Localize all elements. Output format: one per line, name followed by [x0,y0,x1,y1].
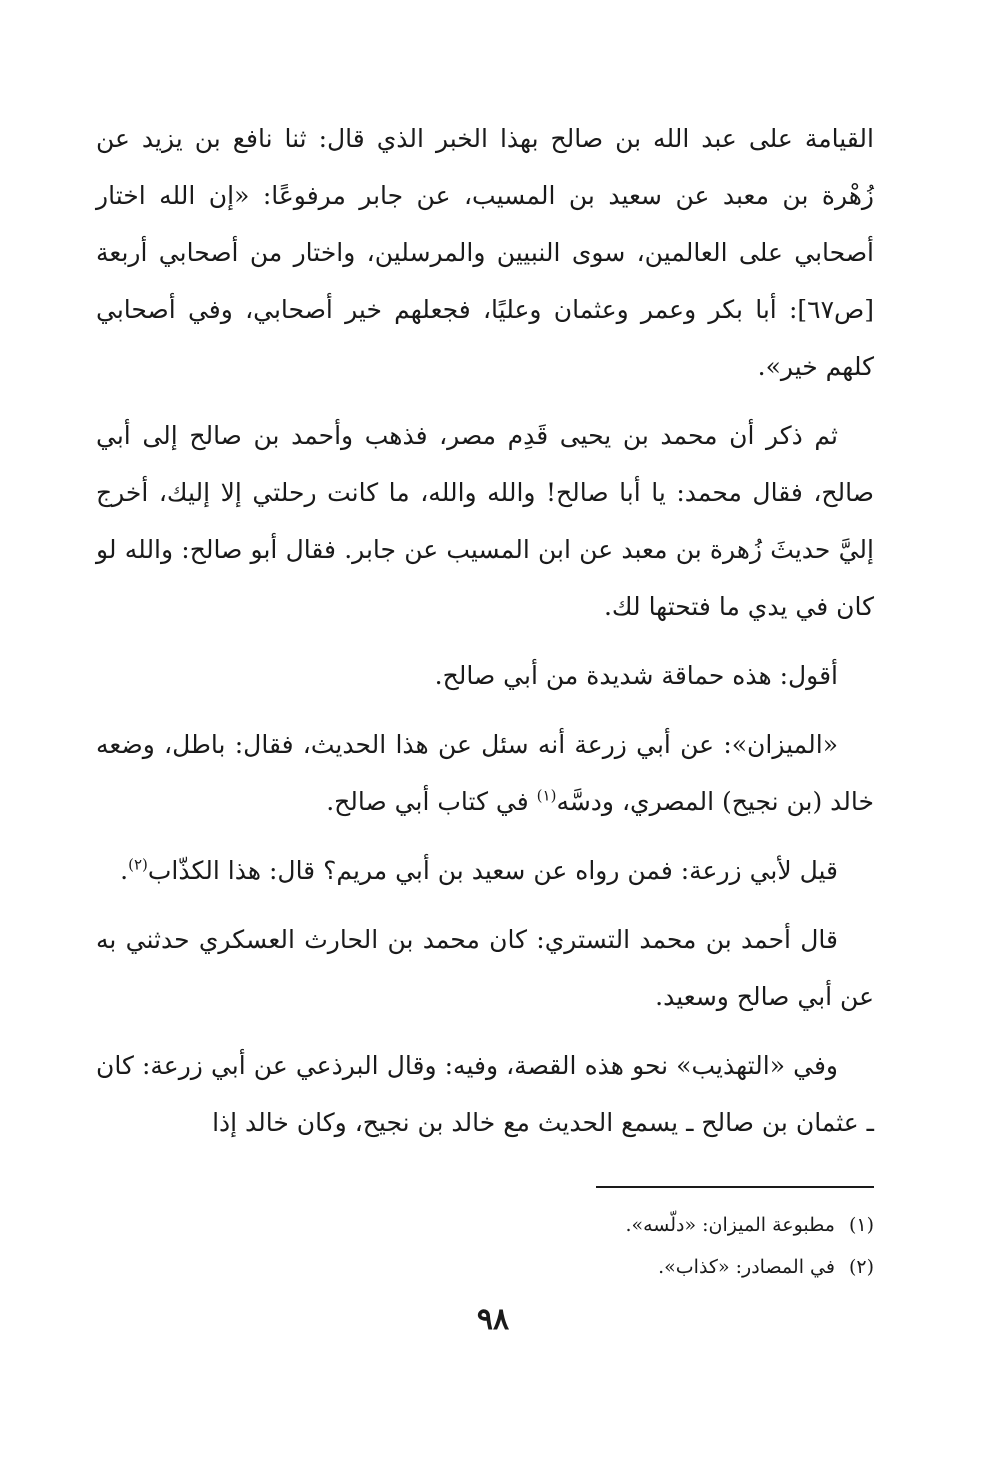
paragraph-1: القيامة على عبد الله بن صالح بهذا الخبر الذي قال: ثنا نافع بن يزيد عن زُهْرة بن معبد عن سعيد بن المسيب، عن جابر مرفوعًا: «إن الله اختار أصحابي على العالمين، سوى النبيين والمرسلين، واختار من أصحابي أربعة [ص٦٧]: أبا بكر وعمر وعثمان وعليًا، فجعلهم خير أصحابي، وفي أصحابي كلهم خير». [96,124,874,381]
footnote-ref-1: (١) [536,786,557,805]
footnote-text: مطبوعة الميزان: «دلّسه». [625,1214,835,1236]
footnote-1 [96,1204,874,1246]
page-number: ٩٨ [476,1302,510,1337]
footnote-number: (٢) [848,1256,874,1278]
paragraph-5-text-end: . [120,856,129,885]
paragraph-3: أقول: هذه حماقة شديدة من أبي صالح. [434,661,838,690]
paragraph-7: وفي «التهذيب» نحو هذه القصة، وفيه: وقال البرذعي عن أبي زرعة: كان ـ عثمان بن صالح ـ يسمع الحديث مع خالد بن نجيح، وكان خالد إذا [96,1051,874,1137]
footnote-divider [596,1186,874,1188]
paragraph-2: ثم ذكر أن محمد بن يحيى قَدِم مصر، فذهب وأحمد بن صالح إلى أبي صالح، فقال محمد: يا أبا صالح! والله والله، ما كانت رحلتي إلا إليك، أخرج إليَّ حديثَ زُهرة بن معبد عن ابن المسيب عن جابر. فقال أبو صالح: والله لو كان في يدي ما فتحتها لك. [96,421,874,621]
paragraph-5-text: قيل لأبي زرعة: فمن رواه عن سعيد بن أبي مريم؟ قال: هذا الكذّاب [147,856,838,885]
paragraph-6: قال أحمد بن محمد التستري: كان محمد بن الحارث العسكري حدثني به عن أبي صالح وسعيد. [96,925,874,1011]
footnote-2 [96,1246,874,1288]
paragraph-5 [96,842,874,899]
paragraph-4-text: «الميزان»: عن أبي زرعة أنه سئل عن هذا الحديث، فقال: باطل، وضعه خالد (بن نجيح) المصري، ودسَّه [96,730,874,816]
paragraph-4-text-end: في كتاب أبي صالح. [326,787,537,816]
footnote-text: في المصادر: «كذاب». [658,1256,835,1278]
footnote-number: (١) [848,1214,874,1236]
paragraph-4 [96,716,874,830]
main-text [96,110,874,1163]
footnote-ref-2: (٢) [128,855,148,874]
footnotes [96,1204,874,1288]
